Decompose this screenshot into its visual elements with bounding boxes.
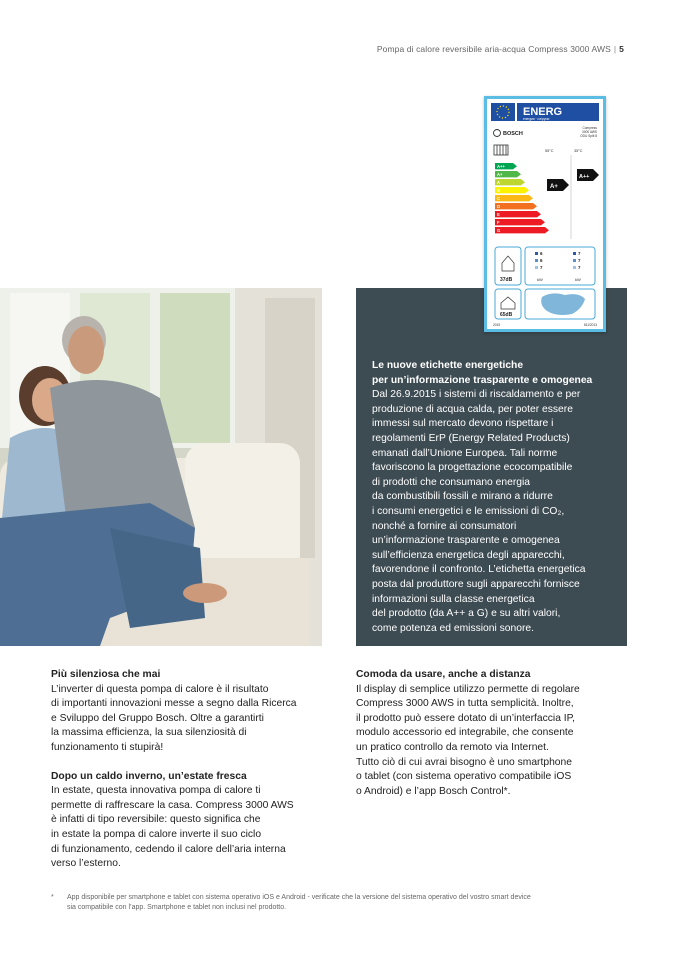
energy-info-text — [372, 359, 620, 636]
silenziosa-text-line: la massima efficienza, la sua silenziosità di — [51, 727, 247, 739]
panel-text-line: produzione di acqua calda, per poter essere — [372, 403, 573, 415]
climate-zone-swatch — [535, 259, 538, 262]
climate-zone-swatch — [573, 252, 576, 255]
panel-text-line: favorendone il confronto. L’etichetta energetica — [372, 564, 586, 576]
energy-class-bar — [495, 227, 549, 233]
energy-label-model-2: 3000 AWS — [582, 130, 597, 134]
header-separator: | — [613, 44, 617, 54]
silenziosa-text-line: L’inverter di questa pompa di calore è il risultato — [51, 683, 269, 695]
kw-value: 7 — [540, 265, 543, 270]
comoda-text-line: o tablet (con sistema operativo compatibile iOS — [356, 771, 572, 783]
panel-title-line-1: Le nuove etichette energetiche — [372, 360, 524, 371]
panel-text-line: immessi sul mercato devono rispettare i — [372, 418, 554, 430]
energy-label-temp-right: 35°C — [574, 149, 583, 153]
energy-class-label: A++ — [497, 164, 505, 170]
panel-text-line: favoriscono la progettazione ecocompatibile — [372, 462, 573, 474]
energy-class-bar — [495, 187, 529, 193]
energy-label-year: 2015 — [493, 323, 501, 327]
radiator-icon — [494, 145, 508, 155]
panel-text-line: di prodotti che consumano energia — [372, 476, 530, 488]
energy-label-kw-unit-right: kW — [575, 277, 581, 282]
estate-text-line: verso l’esterno. — [51, 858, 121, 870]
panel-text-line: da combustibili fossili e mirano a ridurre — [372, 491, 553, 503]
footnote-line-1: App disponibile per smartphone e tablet con sistema operativo iOS e Android - verificate che la versione del sistema operativo del vostro smart device — [67, 894, 531, 901]
panel-title-line-2: per un’informazione trasparente e omogenea — [372, 374, 593, 386]
couple-on-sofa-photo — [0, 288, 322, 646]
energy-label-model-1: Compress — [582, 126, 597, 130]
section-title-estate: Dopo un caldo inverno, un’estate fresca — [51, 770, 247, 782]
comoda-text-line: o Android) e l’app Bosch Control*. — [356, 785, 511, 797]
estate-text-line: permette di raffrescare la casa. Compress 3000 AWS — [51, 799, 294, 811]
house-sound-icon — [502, 256, 514, 271]
estate-text-line: In estate, questa innovativa pompa di calore ti — [51, 785, 261, 797]
left-column — [51, 668, 327, 872]
energy-class-bar — [495, 219, 545, 225]
energy-class-label: A+ — [497, 172, 503, 178]
panel-text-line: del prodotto (da A++ a G) e su altri valori, — [372, 608, 561, 620]
energy-label-energ: ENERG — [523, 106, 563, 118]
comoda-text-line: il prodotto può essere dotato di un’interfaccia IP, — [356, 712, 576, 724]
energy-class-bar — [495, 195, 533, 201]
energy-label-kw-unit-left: kW — [537, 277, 543, 282]
panel-text-line: un’informazione trasparente e omogenea — [372, 535, 560, 547]
energy-class-label: E — [497, 212, 500, 218]
panel-text-line: i consumi energetici e le emissioni di CO₂, — [372, 505, 565, 517]
footnote-line-2: sia compatibile con l’app. Smartphone e tablet non inclusi nel prodotto. — [67, 903, 287, 911]
energy-class-bar — [495, 211, 541, 217]
comoda-text-line: un pratico controllo da remoto via Internet. — [356, 741, 549, 753]
energy-label-sound-indoor: 37dB — [500, 277, 513, 283]
header-title: Pompa di calore reversibile aria-acqua Compress 3000 AWS — [376, 44, 611, 54]
kw-value: 7 — [578, 251, 581, 256]
panel-text-line: sull’efficienza energetica degli apparecchi, — [372, 549, 565, 561]
kw-value: 7 — [578, 258, 581, 263]
outdoor-sound-icon — [501, 297, 515, 309]
energy-label-model-3: ODU Split 8 — [580, 134, 597, 138]
silenziosa-text-line: di importanti innovazioni messe a segno dalla Ricerca — [51, 698, 297, 710]
estate-text-line: è infatti di tipo reversibile: questo significa che — [51, 814, 261, 826]
panel-text-line: emanati dall’Unione Europea. Tali norme — [372, 447, 558, 459]
comoda-text-line: Il display di semplice utilizzo permette di regolare — [356, 683, 580, 695]
kw-value: 6 — [540, 258, 543, 263]
panel-text-line: regolamenti ErP (Energy Related Products) — [372, 432, 570, 444]
bosch-logo-icon — [494, 130, 501, 137]
kw-value: 6 — [540, 251, 543, 256]
energy-label — [484, 96, 606, 332]
energy-class-label: A — [497, 180, 501, 186]
estate-text-line: di funzionamento, cedendo il calore dell’aria interna — [51, 843, 286, 855]
comoda-text-line: Compress 3000 AWS in tutta semplicità. Inoltre, — [356, 698, 574, 710]
energy-class-label: B — [497, 188, 501, 194]
page-number: 5 — [619, 44, 624, 54]
panel-text-line: informazioni sulla classe energetica — [372, 593, 535, 605]
section-title-silenziosa: Più silenziosa che mai — [51, 669, 161, 680]
energy-class-label: G — [497, 228, 501, 234]
panel-text-line: nonché a fornire ai consumatori — [372, 520, 517, 532]
climate-zone-swatch — [573, 266, 576, 269]
energy-label-class-right: A++ — [579, 174, 590, 180]
energy-label-temp-left: 55°C — [545, 149, 554, 153]
panel-text-line: posta dal produttore sugli apparecchi fornisce — [372, 578, 580, 590]
right-column — [356, 668, 628, 799]
climate-zone-swatch — [535, 266, 538, 269]
comoda-text-line: Tutto ciò di cui avrai bisogno è uno smartphone — [356, 756, 572, 768]
panel-text-line: Dal 26.9.2015 i sistemi di riscaldamento e per — [372, 389, 581, 401]
energy-class-label: C — [497, 196, 501, 202]
panel-text-line: come potenza ed emissioni sonore. — [372, 622, 534, 634]
footnote — [51, 893, 631, 912]
energy-label-sound-outdoor: 65dB — [500, 312, 513, 318]
climate-zone-swatch — [535, 252, 538, 255]
footnote-marker: * — [51, 894, 54, 901]
energy-label-brand: BOSCH — [503, 131, 523, 137]
page-header — [377, 44, 624, 54]
estate-text-line: in estate la pompa di calore inverte il suo ciclo — [51, 828, 262, 840]
energy-class-label: D — [497, 204, 501, 210]
energy-label-class-left: A+ — [550, 184, 558, 190]
eu-flag-icon — [491, 103, 515, 121]
silenziosa-text-line: e Sviluppo del Gruppo Bosch. Oltre a garantirti — [51, 712, 264, 724]
europe-map-icon — [541, 293, 585, 315]
climate-zone-swatch — [573, 259, 576, 262]
kw-value: 7 — [578, 265, 581, 270]
comoda-text-line: modulo accessorio ed integrabile, che consente — [356, 727, 574, 739]
energy-label-regulation: 811/2013 — [583, 323, 597, 327]
section-title-comoda: Comoda da usare, anche a distanza — [356, 669, 531, 680]
silenziosa-text-line: funzionamento ti stupirà! — [51, 741, 164, 753]
energy-label-words: energия · ενέργεια — [523, 117, 550, 121]
energy-class-label: F — [497, 220, 500, 226]
energy-class-bar — [495, 203, 537, 209]
